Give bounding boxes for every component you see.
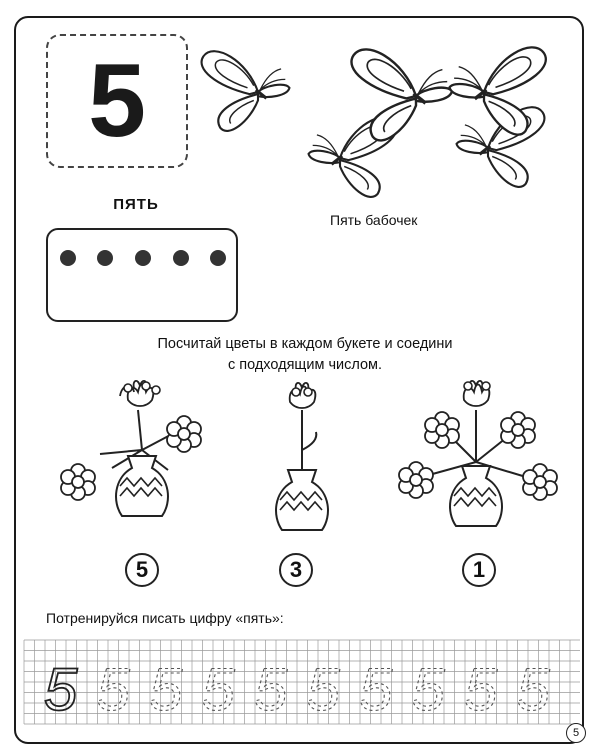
trace-digit: 5 xyxy=(254,656,288,723)
trace-digit: 5 xyxy=(411,656,445,723)
dot xyxy=(135,250,151,266)
butterflies-illustration xyxy=(0,0,600,200)
trace-digit: 5 xyxy=(201,656,235,723)
bouquet-1 xyxy=(61,381,201,516)
answer-badge[interactable]: 3 xyxy=(279,553,313,587)
answer-badge[interactable]: 5 xyxy=(125,553,159,587)
trace-digit: 5 xyxy=(359,656,393,723)
big-number: 5 xyxy=(88,43,146,159)
bouquet-2 xyxy=(276,383,328,530)
trace-digit: 5 xyxy=(306,656,340,723)
trace-digit: 5 xyxy=(44,656,78,723)
dots-card xyxy=(46,228,238,322)
answer-badge[interactable]: 1 xyxy=(462,553,496,587)
number-word: ПЯТЬ xyxy=(113,196,159,213)
dot xyxy=(173,250,189,266)
trace-digit: 5 xyxy=(464,656,498,723)
task-line-1: Посчитай цветы в каждом букете и соедини xyxy=(157,336,453,352)
task-line-2: с подходящим числом. xyxy=(227,357,383,373)
trace-digit: 5 xyxy=(96,656,130,723)
practice-label: Потренируйся писать цифру «пять»: xyxy=(46,610,284,626)
dot xyxy=(210,250,226,266)
dot xyxy=(97,250,113,266)
bouquets-illustration xyxy=(0,370,600,570)
butterfly-icon xyxy=(202,51,290,131)
trace-digit: 5 xyxy=(149,656,183,723)
writing-grid[interactable] xyxy=(24,640,580,724)
butterflies-caption: Пять бабочек xyxy=(330,212,418,228)
page-number: 5 xyxy=(566,723,586,743)
trace-digit: 5 xyxy=(516,656,550,723)
dot xyxy=(60,250,76,266)
bouquet-3 xyxy=(399,381,557,526)
